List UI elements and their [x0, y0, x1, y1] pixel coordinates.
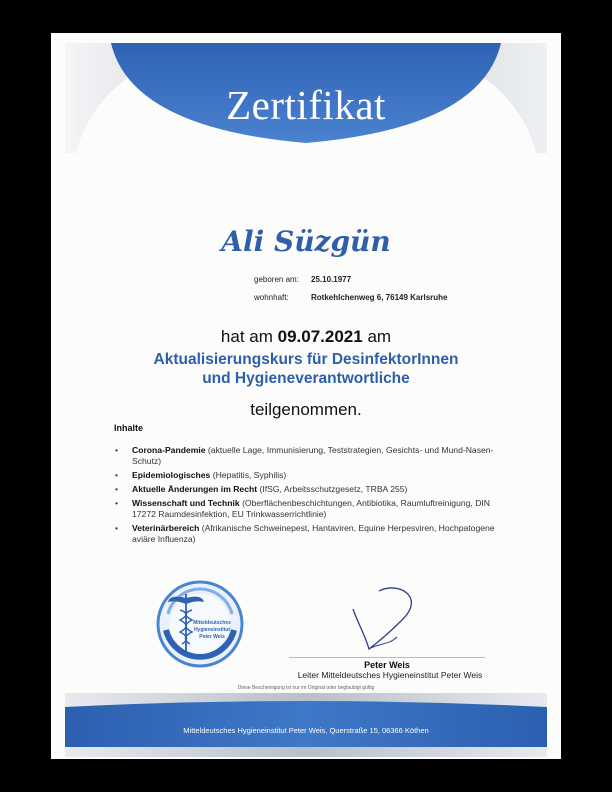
- bullet-dot: •: [115, 484, 119, 494]
- signer-name: Peter Weis: [364, 660, 410, 670]
- certificate-page: [51, 33, 561, 759]
- list-item: [115, 523, 515, 545]
- svg-text:Peter Weis: Peter Weis: [199, 634, 225, 640]
- attendance-prefix: hat am: [220, 327, 278, 346]
- topic-title: Wissenschaft und Technik: [132, 498, 240, 508]
- bullet-dot: •: [115, 445, 119, 455]
- topic-title: Corona-Pandemie: [132, 445, 206, 455]
- birth-row: [51, 275, 561, 287]
- topic-title: Epidemiologisches: [132, 470, 211, 480]
- footer-address: Mitteldeutsches Hygieneinstitut Peter Weis, Querstraße 15, 06366 Köthen: [183, 726, 429, 735]
- signature-line: [289, 657, 485, 658]
- residence-row: [51, 293, 561, 305]
- bullet-dot: •: [115, 498, 119, 508]
- attendance-line: [51, 327, 561, 347]
- topic-detail: (Afrikanische Schweinepest, Hantaviren, Equine Herpesviren, Hochpatogene aviäre Influenza): [132, 523, 495, 544]
- list-item: [115, 470, 515, 481]
- course-title: [51, 350, 561, 388]
- residence-label: wohnhaft:: [254, 293, 289, 302]
- attendance-suffix: am: [362, 327, 392, 346]
- topic-detail: (Oberflächenbeschichtungen, Antibiotika, Raumluftreinigung, DIN 17272 Raumdesinfektion, EU Trinkwasserrichtlinie): [132, 498, 491, 519]
- bullet-dot: •: [115, 523, 119, 533]
- caduceus-seal-icon: [156, 580, 244, 668]
- course-title-line2: und Hygieneverantwortliche: [202, 370, 410, 387]
- birth-value: 25.10.1977: [311, 275, 352, 284]
- svg-text:Mitteldeutsches: Mitteldeutsches: [193, 620, 231, 626]
- signer-title: Leiter Mitteldeutsches Hygieneinstitut Peter Weis: [297, 670, 483, 680]
- validity-note: Diese Bescheinigung ist nur im Original oder beglaubigt gültig: [237, 685, 375, 691]
- topic-detail: (IfSG, Arbeitsschutzgesetz, TRBA 255): [257, 484, 408, 494]
- handwritten-signature: [339, 583, 429, 655]
- course-title-line1: Aktualisierungskurs für DesinfektorInnen: [153, 351, 459, 368]
- svg-text:Hygieneinstitut: Hygieneinstitut: [193, 627, 231, 633]
- birth-label: geboren am:: [254, 275, 299, 284]
- footer-band-decoration: [51, 689, 561, 759]
- list-item: [115, 445, 515, 467]
- residence-value: Rotkehlchenweg 6, 76149 Karlsruhe: [311, 293, 448, 302]
- participant-name: Ali Süzgün: [221, 225, 391, 258]
- topic-detail: (aktuelle Lage, Immunisierung, Teststrategien, Gesichts- und Mund-Nasen-Schutz): [132, 445, 494, 466]
- topic-title: Veterinärbereich: [132, 523, 200, 533]
- topic-detail: (Hepatitis, Syphilis): [210, 470, 287, 480]
- topic-title: Aktuelle Änderungen im Recht: [132, 484, 258, 494]
- list-item: [115, 484, 515, 495]
- bullet-dot: •: [115, 470, 119, 480]
- topics-list: [115, 445, 515, 548]
- certificate-title: Zertifikat: [226, 82, 386, 128]
- contents-heading: Inhalte: [114, 423, 144, 433]
- attendance-date: 09.07.2021: [277, 327, 363, 346]
- completion-text: teilgenommen.: [250, 400, 362, 419]
- list-item: [115, 498, 515, 520]
